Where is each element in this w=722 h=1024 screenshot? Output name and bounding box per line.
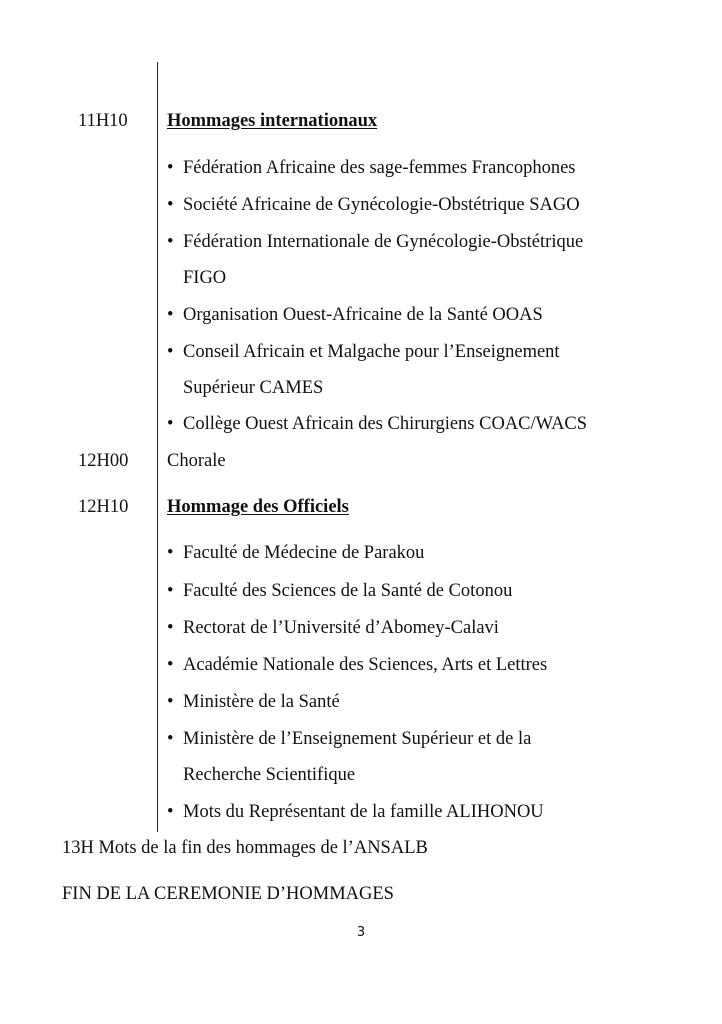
bullet-icon: • bbox=[167, 305, 174, 325]
bullet-icon: • bbox=[167, 543, 174, 563]
schedule-divider-line bbox=[157, 62, 158, 832]
list-item: • Académie Nationale des Sciences, Arts et Lettres bbox=[167, 655, 548, 675]
list-item: • Mots du Représentant de la famille ALIHONOU bbox=[167, 802, 544, 822]
bullet-icon: • bbox=[167, 158, 174, 178]
list-item: • Ministère de l’Enseignement Supérieur et de la bbox=[167, 729, 532, 749]
bullet-icon: • bbox=[167, 342, 174, 362]
ceremony-end-line: FIN DE LA CEREMONIE D’HOMMAGES bbox=[62, 884, 394, 904]
list-item: • Ministère de la Santé bbox=[167, 692, 340, 712]
time-slot-3: 12H10 bbox=[78, 497, 129, 517]
bullet-icon: • bbox=[167, 618, 174, 638]
list-item: • Conseil Africain et Malgache pour l’Enseignement bbox=[167, 342, 560, 362]
list-item-continuation: Supérieur CAMES bbox=[183, 378, 324, 398]
bullet-icon: • bbox=[167, 692, 174, 712]
list-item: • Faculté des Sciences de la Santé de Cotonou bbox=[167, 581, 513, 601]
page-number: 3 bbox=[356, 925, 366, 940]
list-item-continuation: Recherche Scientifique bbox=[183, 765, 356, 785]
bullet-icon: • bbox=[167, 655, 174, 675]
list-item: • Fédération Africaine des sage-femmes Francophones bbox=[167, 158, 576, 178]
list-item: • Rectorat de l’Université d’Abomey-Calavi bbox=[167, 618, 499, 638]
closing-words-line: 13H Mots de la fin des hommages de l’ANSALB bbox=[62, 838, 428, 858]
time-slot-1: 11H10 bbox=[78, 111, 128, 131]
bullet-icon: • bbox=[167, 729, 174, 749]
bullet-icon: • bbox=[167, 414, 174, 434]
list-item: • Collège Ouest Africain des Chirurgiens COAC/WACS bbox=[167, 414, 588, 434]
list-item: • Faculté de Médecine de Parakou bbox=[167, 543, 425, 563]
list-item: • Société Africaine de Gynécologie-Obstétrique SAGO bbox=[167, 195, 580, 215]
time-slot-2: 12H00 bbox=[78, 451, 129, 471]
bullet-icon: • bbox=[167, 581, 174, 601]
bullet-icon: • bbox=[167, 195, 174, 215]
section-heading-international: Hommages internationaux bbox=[167, 111, 378, 131]
list-item-continuation: FIGO bbox=[183, 268, 227, 288]
list-item: • Fédération Internationale de Gynécologie-Obstétrique bbox=[167, 232, 584, 252]
bullet-icon: • bbox=[167, 802, 174, 822]
section-heading-officials: Hommage des Officiels bbox=[167, 497, 349, 517]
bullet-icon: • bbox=[167, 232, 174, 252]
chorale-text: Chorale bbox=[167, 451, 226, 471]
list-item: • Organisation Ouest-Africaine de la Santé OOAS bbox=[167, 305, 543, 325]
